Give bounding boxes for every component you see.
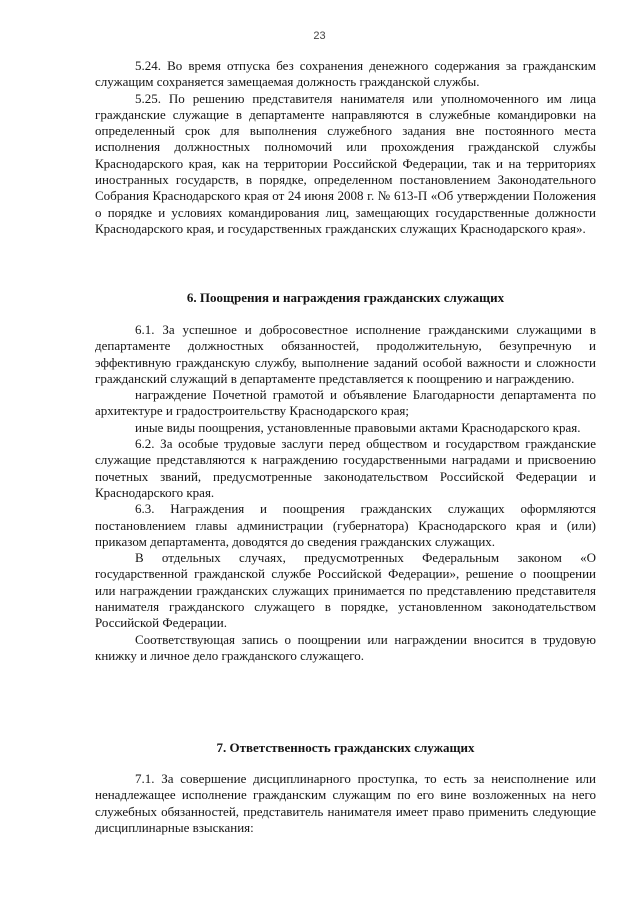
paragraph-5-24: 5.24. Во время отпуска без сохранения денежного содержания за гражданским служащим сохраняется замещаемая должность гражданской службы.	[95, 58, 596, 90]
section-6-body	[95, 322, 596, 664]
paragraph-5-25: 5.25. По решению представителя нанимателя или уполномоченного им лица гражданские служащие в департаменте направляются в служебные командировки на определенный срок для выполнения служебного задания вне постоянного места исполнения должностных полномочий или прохождения гражданской службы Краснодарского края, как на территории Российской Федерации, так и на территориях иностранных государств, в порядке, определенном постановлением Законодательного Собрания Краснодарского края от 24 июня 2008 г. № 613-П «Об утверждении Положения о порядке и условиях командирования лиц, замещающих государственные должности Краснодарского края, и государственных гражданских служащих Краснодарского края».	[95, 90, 596, 236]
section-7-body	[95, 771, 596, 836]
paragraph-award-list-item: награждение Почетной грамотой и объявление Благодарности департамента по архитектуре и градостроительству Краснодарского края;	[95, 387, 596, 419]
page-number: 23	[313, 30, 326, 42]
paragraph-record-entry: Соответствующая запись о поощрении или награждении вносится в трудовую книжку и личное дело гражданского служащего.	[95, 631, 596, 663]
section-5-continuation	[95, 58, 596, 237]
paragraph-6-2: 6.2. За особые трудовые заслуги перед обществом и государством гражданские служащие представляются к награждению государственными наградами и присвоению почетных званий, предусмотренные законодательством Российской Федерации и Краснодарского края.	[95, 436, 596, 500]
section-7-heading: 7. Ответственность гражданских служащих	[216, 740, 475, 755]
paragraph-federal-law: В отдельных случаях, предусмотренных Федеральным законом «О государственной гражданской службе Российской Федерации», решение о поощрении или награждении гражданских служащих принимается по представлению представителя нанимателя гражданского служащего в порядке, установленном законодательством Российской Федерации.	[95, 550, 596, 631]
paragraph-6-1: 6.1. За успешное и добросовестное исполнение гражданскими служащими в департаменте должностных обязанностей, продолжительную, безупречную и эффективную гражданскую службу, выполнение заданий особой важности и сложности гражданский служащий в департаменте представляется к поощрению и награждению.	[95, 322, 596, 386]
paragraph-7-1: 7.1. За совершение дисциплинарного проступка, то есть за неисполнение или ненадлежащее исполнение гражданским служащим по его вине возложенных на него служебных обязанностей, представитель нанимателя имеет право применить следующие дисциплинарные взыскания:	[95, 771, 596, 835]
section-6-heading: 6. Поощрения и награждения гражданских служащих	[186, 290, 505, 305]
paragraph-6-3: 6.3. Награждения и поощрения гражданских служащих оформляются постановлением главы администрации (губернатора) Краснодарского края и (или) приказом департамента, доводятся до сведения гражданских служащих.	[95, 501, 596, 549]
paragraph-other-incentives: иные виды поощрения, установленные правовыми актами Краснодарского края.	[135, 419, 581, 435]
